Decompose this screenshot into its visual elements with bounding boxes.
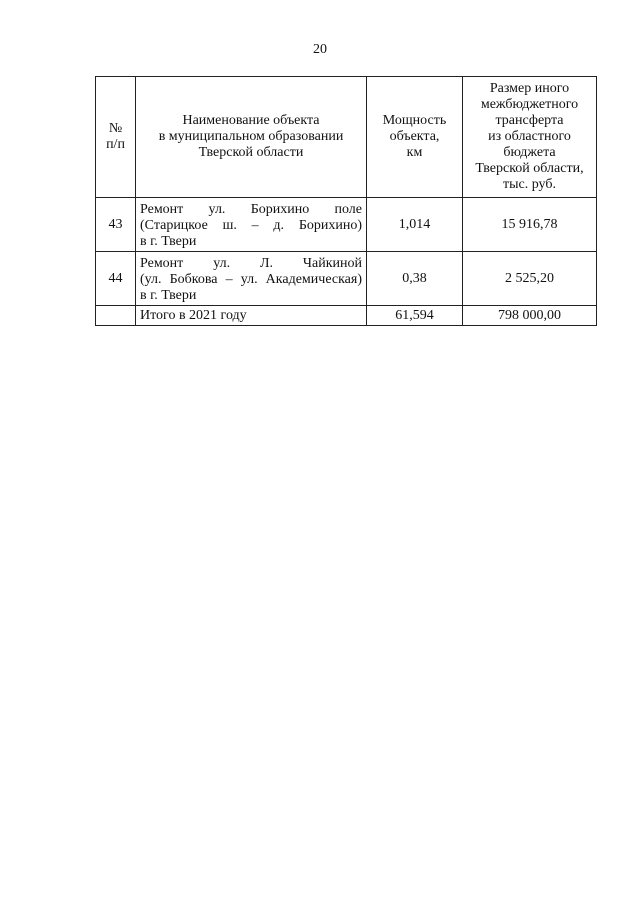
total-capacity: 61,594 [367, 306, 463, 326]
total-label: Итого в 2021 году [136, 306, 367, 326]
total-number-empty [96, 306, 136, 326]
row-transfer-amount: 15 916,78 [463, 198, 597, 252]
row-transfer-amount: 2 525,20 [463, 252, 597, 306]
table-header-row [96, 77, 597, 198]
object-name-line: Ремонт ул. Борихино поле [140, 201, 362, 217]
total-transfer-amount: 798 000,00 [463, 306, 597, 326]
row-capacity: 0,38 [367, 252, 463, 306]
table-total-row [96, 306, 597, 326]
row-object-name [136, 198, 367, 252]
row-number: 43 [96, 198, 136, 252]
page-number: 20 [313, 42, 327, 57]
objects-table [95, 76, 597, 326]
header-capacity: Мощность объекта, км [367, 77, 463, 198]
object-name-line: (ул. Бобкова – ул. Академическая) [140, 271, 362, 287]
header-object-name: Наименование объекта в муниципальном образовании Тверской области [136, 77, 367, 198]
object-name-line: в г. Твери [140, 233, 197, 249]
header-number: № п/п [96, 77, 136, 198]
header-transfer-amount: Размер иного межбюджетного трансферта из областного бюджета Тверской области, тыс. руб. [463, 77, 597, 198]
table-row [96, 198, 597, 252]
table-row [96, 252, 597, 306]
object-name-line: (Старицкое ш. – д. Борихино) [140, 217, 362, 233]
object-name-line: Ремонт ул. Л. Чайкиной [140, 255, 362, 271]
row-number: 44 [96, 252, 136, 306]
object-name-line: в г. Твери [140, 287, 197, 303]
row-object-name [136, 252, 367, 306]
row-capacity: 1,014 [367, 198, 463, 252]
